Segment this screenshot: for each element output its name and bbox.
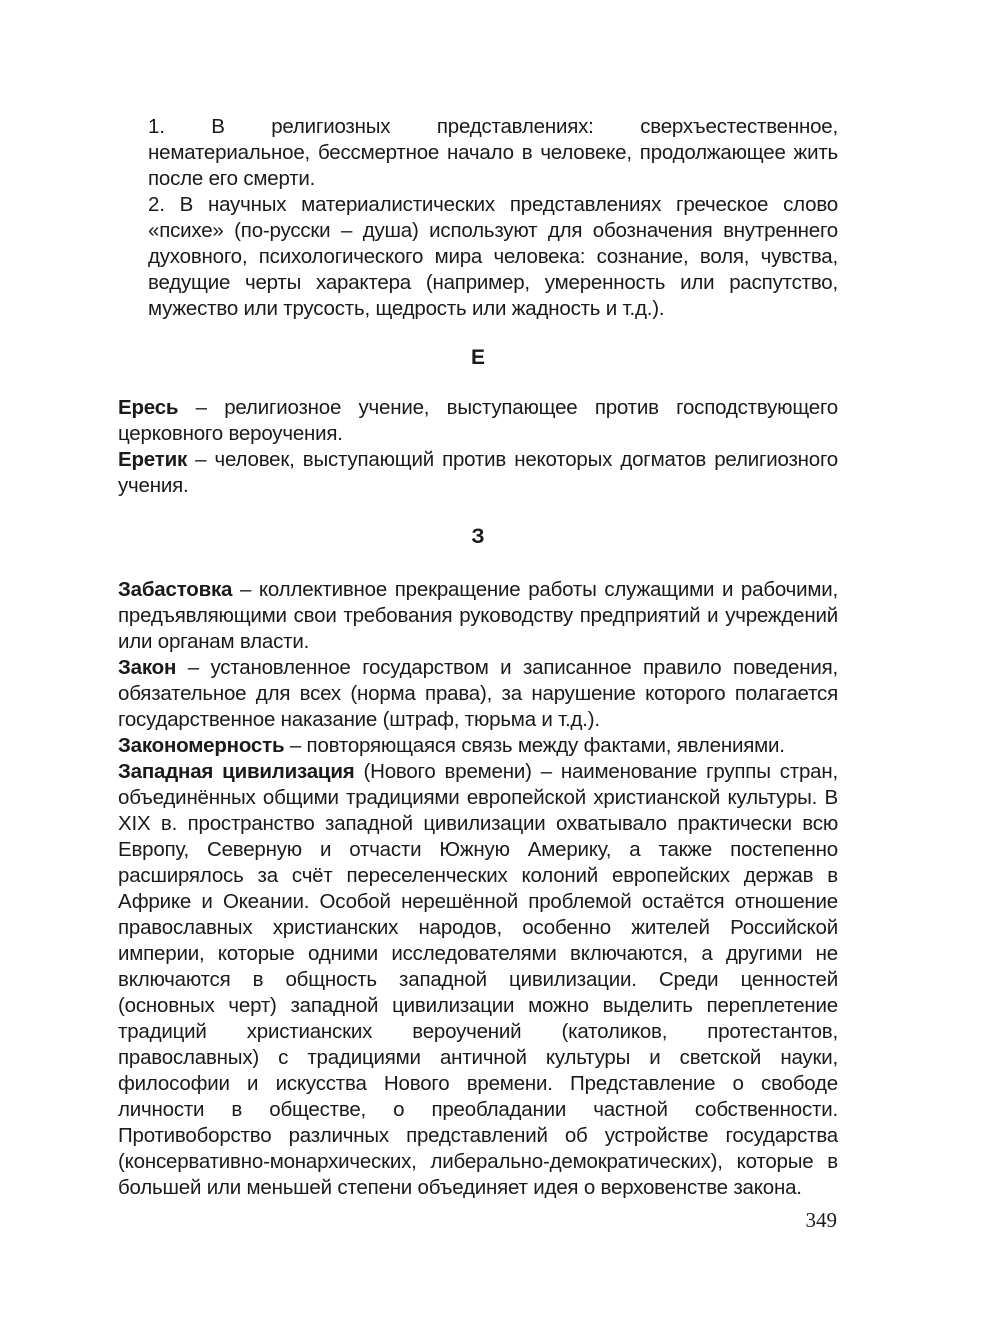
intro-item-1: 1. В религиозных представлениях: сверхъестественное, нематериальное, бессмертное начало в человеке, продолжающее жить после его смерти. bbox=[148, 115, 838, 190]
section-letter-e: Е bbox=[470, 346, 485, 369]
entry-definition: – повторяющаяся связь между фактами, явлениями. bbox=[284, 734, 785, 757]
glossary-entry-zakonomernost bbox=[118, 733, 838, 759]
glossary-entry-zapadnaya-civilizaciya bbox=[118, 759, 838, 1201]
entry-definition: – установленное государством и записанное правило поведения, обязательное для всех (норма права), за нарушение которого полагается государственное наказание (штраф, тюрьма и т.д.). bbox=[118, 656, 838, 731]
section-letter-z: З bbox=[471, 525, 485, 548]
glossary-entry-eres bbox=[118, 395, 838, 447]
entry-term: Закон bbox=[118, 656, 177, 679]
entry-term: Забастовка bbox=[118, 578, 233, 601]
entry-term: Закономерность bbox=[118, 734, 285, 757]
entry-definition: – коллективное прекращение работы служащими и рабочими, предъявляющими свои требования руководству предприятий и учреждений или органам власти. bbox=[118, 578, 838, 653]
page-content bbox=[118, 114, 838, 1201]
entry-term: Ересь bbox=[118, 396, 179, 419]
glossary-entry-eretik bbox=[118, 447, 838, 499]
entry-term: Западная цивилизация bbox=[118, 760, 355, 783]
glossary-entry-zabastovka bbox=[118, 577, 838, 655]
entry-term: Еретик bbox=[118, 448, 188, 471]
entry-definition: (Нового времени) – наименование группы стран, объединённых общими традициями европейской христианской культуры. В XIX в. пространство западной цивилизации охватывало практически всю Европу, Северную и отчасти Южную Америку, а также постепенно расширялось за счёт переселенческих колоний европейских держав в Африке и Океании. Особой нерешённой проблемой остаётся отношение православных христианских народов, особенно жителей Российской империи, которые одними исследователями включаются, а другими не включаются в общность западной цивилизации. Среди ценностей (основных черт) западной цивилизации можно выделить переплетение традиций христианских вероучений (католиков, протестантов, православных) с традициями античной культуры и светской науки, философии и искусства Нового времени. Представление о свободе личности в обществе, о преобладании частной собственности. Противоборство различных представлений об устройстве государства (консервативно-монархических, либерально-демократических), которые в большей или меньшей степени объединяет идея о верховенстве закона. bbox=[118, 760, 838, 1199]
entry-definition: – религиозное учение, выступающее против господствующего церковного вероучения. bbox=[118, 396, 838, 445]
entry-definition: – человек, выступающий против некоторых догматов религиозного учения. bbox=[118, 448, 838, 497]
intro-item-2: 2. В научных материалистических представлениях греческое слово «психе» (по-русски – душа) используют для обозначения внутреннего духовного, психологического мира человека: сознание, воля, чувства, ведущие черты характера (например, умеренность или распутство, мужество или трусость, щедрость или жадность и т.д.). bbox=[148, 193, 838, 320]
glossary-entry-zakon bbox=[118, 655, 838, 733]
page-number: 349 bbox=[805, 1208, 837, 1232]
